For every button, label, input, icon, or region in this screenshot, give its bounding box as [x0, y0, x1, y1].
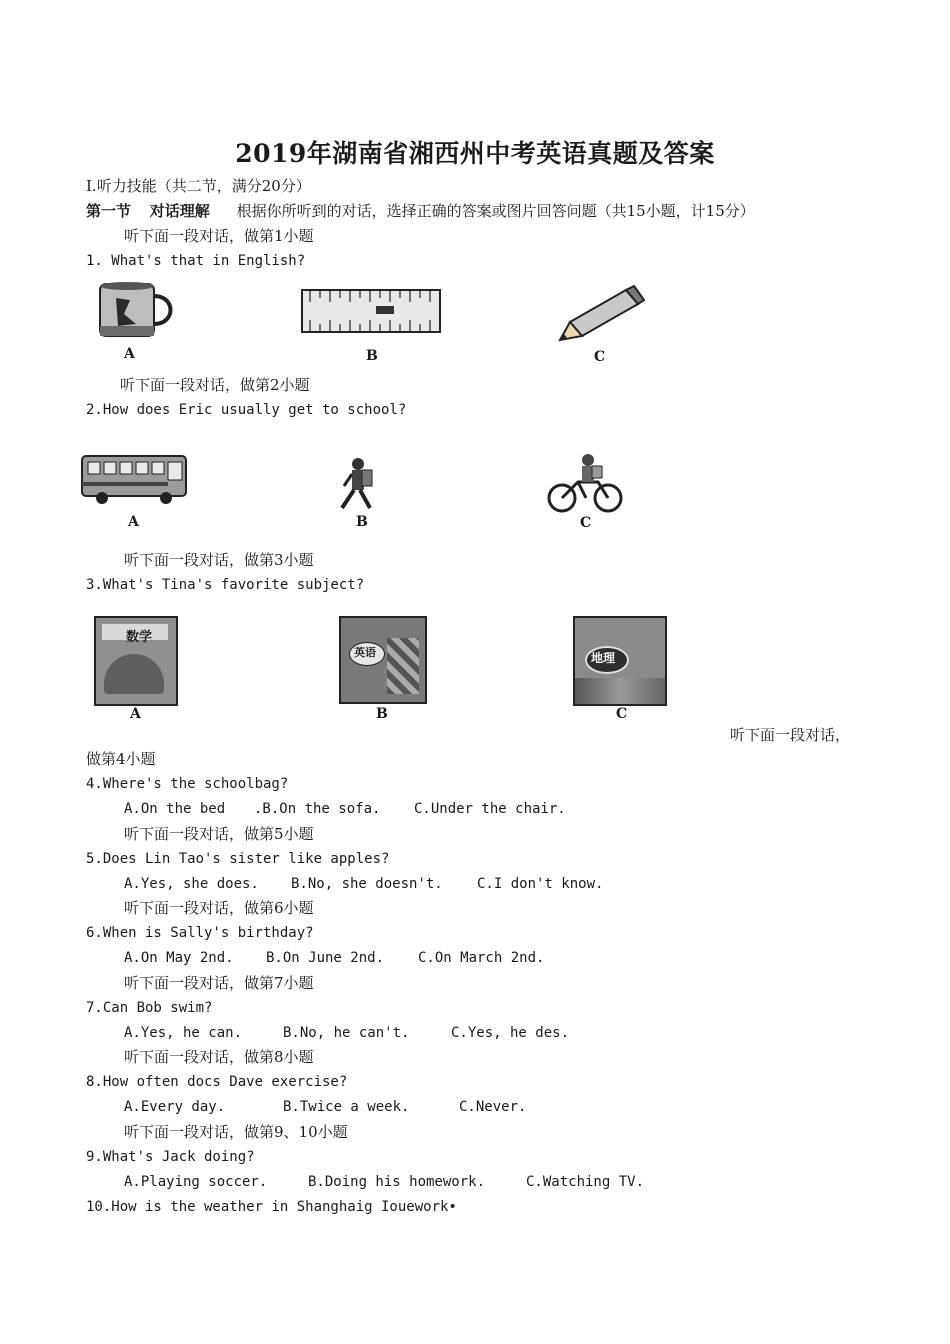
question-1: 1. What's that in English? [86, 253, 306, 269]
part-one-heading [86, 201, 755, 221]
q7-option-a: A.Yes, he can. [124, 1025, 243, 1041]
question-10: 10.How is the weather in Shanghaig Iouework• [86, 1199, 457, 1215]
prompt-5: 听下面一段对话，做第5小题 [124, 825, 314, 843]
q6-options [124, 948, 544, 968]
math-book-title: 数学 [126, 630, 153, 645]
q2-label-b: B [356, 514, 368, 530]
question-5: 5.Does Lin Tao's sister like apples? [86, 851, 390, 867]
prompt-2: 听下面一段对话，做第2小题 [120, 376, 310, 394]
q3-label-a: A [130, 706, 141, 722]
question-4: 4.Where's the schoolbag? [86, 776, 289, 792]
q3-label-b: B [376, 706, 388, 722]
english-book-picture [339, 616, 427, 704]
q4-option-a: A.On the bed [124, 801, 226, 817]
bus-picture [80, 452, 188, 506]
q8-option-c: C.Never. [459, 1099, 527, 1115]
geography-book-title: 地理 [591, 651, 616, 665]
question-2: 2.How does Eric usually get to school? [86, 402, 407, 418]
prompt-1: 听下面一段对话，做第1小题 [124, 227, 314, 245]
walking-student-picture [330, 456, 384, 512]
q1-label-c: C [594, 349, 606, 365]
part-one-name: 第一节 [86, 202, 132, 220]
question-3: 3.What's Tina's favorite subject? [86, 577, 365, 593]
q4-option-b: .B.On the sofa. [254, 801, 381, 817]
q6-option-a: A.On May 2nd. [124, 950, 234, 966]
q4-options [124, 799, 566, 819]
q6-option-b: B.On June 2nd. [266, 950, 385, 966]
prompt-9: 听下面一段对话，做第9、10小题 [124, 1123, 348, 1141]
q9-option-c: C.Watching TV. [526, 1174, 645, 1190]
q9-option-a: A.Playing soccer. [124, 1174, 268, 1190]
section-heading: I.听力技能（共二节，满分20分） [86, 177, 311, 195]
part-one-subtitle: 对话理解 [149, 202, 210, 220]
ruler-picture [300, 288, 442, 334]
geography-book-picture [573, 616, 667, 706]
q7-option-b: B.No, he can't. [283, 1025, 410, 1041]
question-7: 7.Can Bob swim? [86, 1000, 213, 1016]
q5-option-a: A.Yes, she does. [124, 876, 259, 892]
prompt-7: 听下面一段对话，做第7小题 [124, 974, 314, 992]
q5-option-b: B.No, she doesn't. [291, 876, 443, 892]
q2-label-a: A [128, 514, 139, 530]
question-9: 9.What's Jack doing? [86, 1149, 255, 1165]
q1-label-b: B [366, 348, 378, 364]
q2-label-c: C [580, 515, 592, 531]
q4-option-c: C.Under the chair. [414, 801, 566, 817]
q7-options [124, 1023, 569, 1043]
q9-options [124, 1172, 644, 1192]
prompt-6: 听下面一段对话，做第6小题 [124, 899, 314, 917]
page-title: 2019年湖南省湘西州中考英语真题及答案 [235, 139, 715, 168]
pencil-picture [556, 282, 646, 342]
prompt-4-start: 听下面一段对话， [730, 726, 851, 744]
prompt-4-end: 做第4小题 [86, 750, 156, 768]
mug-picture [96, 280, 180, 342]
q5-options [124, 874, 603, 894]
q5-option-c: C.I don't know. [477, 876, 604, 892]
english-book-title: 英语 [354, 646, 376, 659]
q8-option-b: B.Twice a week. [283, 1099, 410, 1115]
q8-option-a: A.Every day. [124, 1099, 226, 1115]
q6-option-c: C.On March 2nd. [418, 950, 545, 966]
math-book-picture [94, 616, 178, 706]
q3-label-c: C [616, 706, 628, 722]
cyclist-picture [546, 452, 624, 514]
q1-label-a: A [124, 346, 135, 362]
question-8: 8.How often docs Dave exercise? [86, 1074, 348, 1090]
question-6: 6.When is Sally's birthday? [86, 925, 314, 941]
q8-options [124, 1097, 526, 1117]
q9-option-b: B.Doing his homework. [308, 1174, 486, 1190]
prompt-3: 听下面一段对话，做第3小题 [124, 551, 314, 569]
part-one-instruction: 根据你所听到的对话，选择正确的答案或图片回答问题（共15小题，计15分） [236, 202, 755, 220]
q7-option-c: C.Yes, he des. [451, 1025, 570, 1041]
prompt-8: 听下面一段对话，做第8小题 [124, 1048, 314, 1066]
